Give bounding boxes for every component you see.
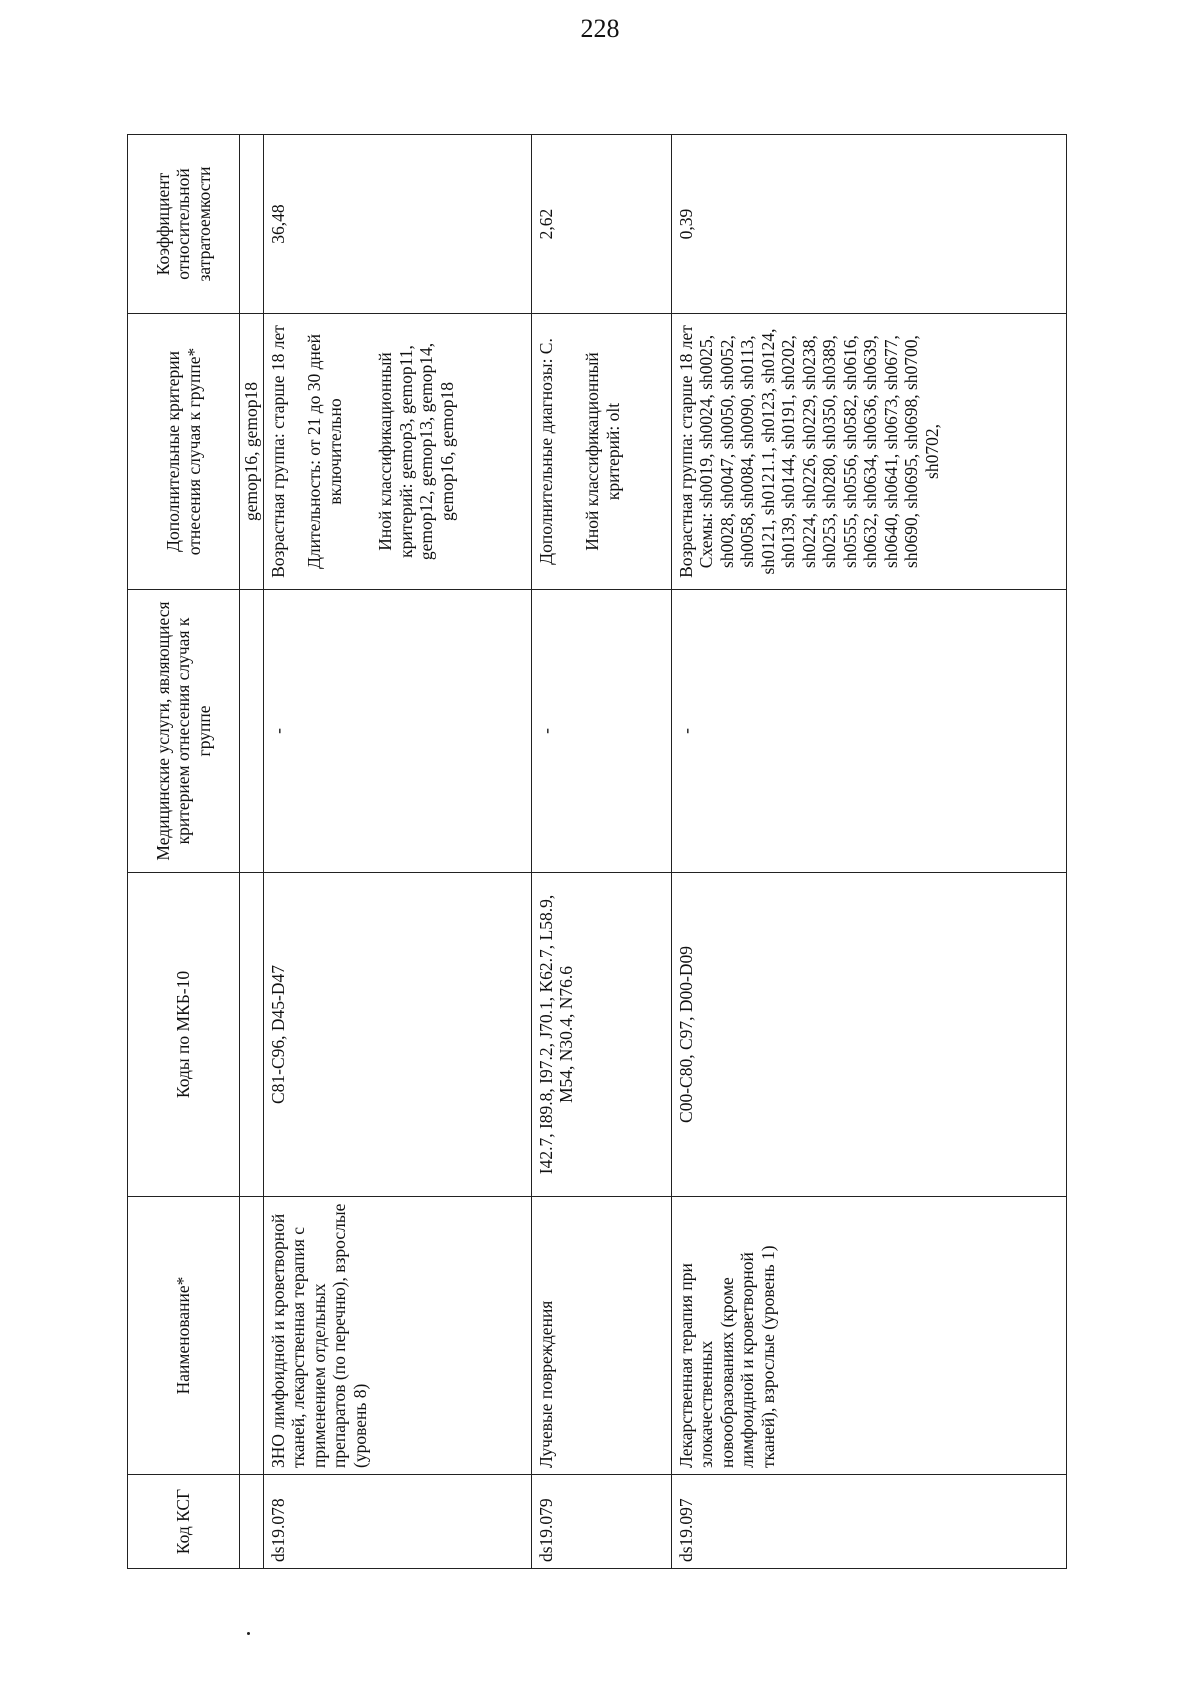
ksg-name: Лекарственная терапия при злокачественных новообразованиях (кроме лимфоидной и кроветворной тканей), взрослые (уровень 1) [672,1197,1067,1475]
ksg-code: ds19.097 [672,1475,1067,1569]
continuation-row [240,135,264,1569]
criteria-age: Дополнительные диагнозы: C. [536,338,556,565]
icd-codes: C81-C96, D45-D47 [264,873,532,1197]
coefficient: 36,48 [264,135,532,314]
extra-criteria [672,314,1067,590]
continuation-criteria: gemop16, gemop18 [240,314,264,590]
criteria-schemes: Схемы: sh0019, sh0024, sh0025, sh0028, sh0047, sh0050, sh0052, sh0058, sh0084, sh0090, sh0113, sh0121, sh0121.1, sh0123, sh0124, sh0139, sh0144, sh0191, sh0202, sh0224, sh0226, sh0229, sh0238, sh0253, sh0280, sh0350, sh0389, sh0555, sh0556, sh0582, sh0616, sh0632, sh0634, sh0636, sh0639, sh0640, sh0641, sh0673, sh0677, sh0690, sh0695, sh0698, sh0700, sh0702, [696,328,942,575]
ksg-code: ds19.079 [532,1475,672,1569]
col-header-services: Медицинские услуги, являющиеся критерием отнесения случая к группе [128,590,240,873]
col-header-icd: Коды по МКБ-10 [128,873,240,1197]
coefficient: 2,62 [532,135,672,314]
rotated-table-wrapper [127,135,1084,1569]
extra-criteria [532,314,672,590]
table-row [532,135,672,1569]
criteria-other: критерий: olt [602,402,623,501]
icd-codes: I42.7, I89.8, I97.2, J70.1, K62.7, L58.9, M54, N30.4, N76.6 [532,873,672,1197]
criteria-other-heading: Иной классификационный [582,352,603,551]
col-header-criteria: Дополнительные критерии отнесения случая к группе* [128,314,240,590]
criteria-duration: Длительность: от 21 до 30 дней включительно [304,333,345,570]
criteria-other: критерий: gemop3, gemop11, gemop12, gemop13, gemop14, gemop16, gemop18 [395,342,457,561]
page-number: 228 [580,14,620,43]
criteria-age: Возрастная группа: старше 18 лет [676,325,696,578]
col-header-coef: Коэффициент относительной затратоемкости [128,135,240,314]
criteria-age: Возрастная группа: старше 18 лет [268,325,288,578]
coefficient: 0,39 [672,135,1067,314]
table-row [672,135,1067,1569]
col-header-code: Код КСГ [128,1475,240,1569]
scan-speck [247,1632,250,1635]
services: - [532,590,672,873]
services: - [672,590,1067,873]
icd-codes: C00-C80, C97, D00-D09 [672,873,1067,1197]
table-header-row [128,135,240,1569]
extra-criteria [264,314,532,590]
ksg-name: ЗНО лимфоидной и кроветворной тканей, лекарственная терапия с применением отдельных препаратов (по перечню), взрослые (уровень 8) [264,1197,532,1475]
ksg-name: Лучевые повреждения [532,1197,672,1475]
criteria-other-heading: Иной классификационный [375,352,396,551]
ksg-code: ds19.078 [264,1475,532,1569]
services: - [264,590,532,873]
col-header-name: Наименование* [128,1197,240,1475]
ksg-table [127,134,1067,1569]
table-row [264,135,532,1569]
